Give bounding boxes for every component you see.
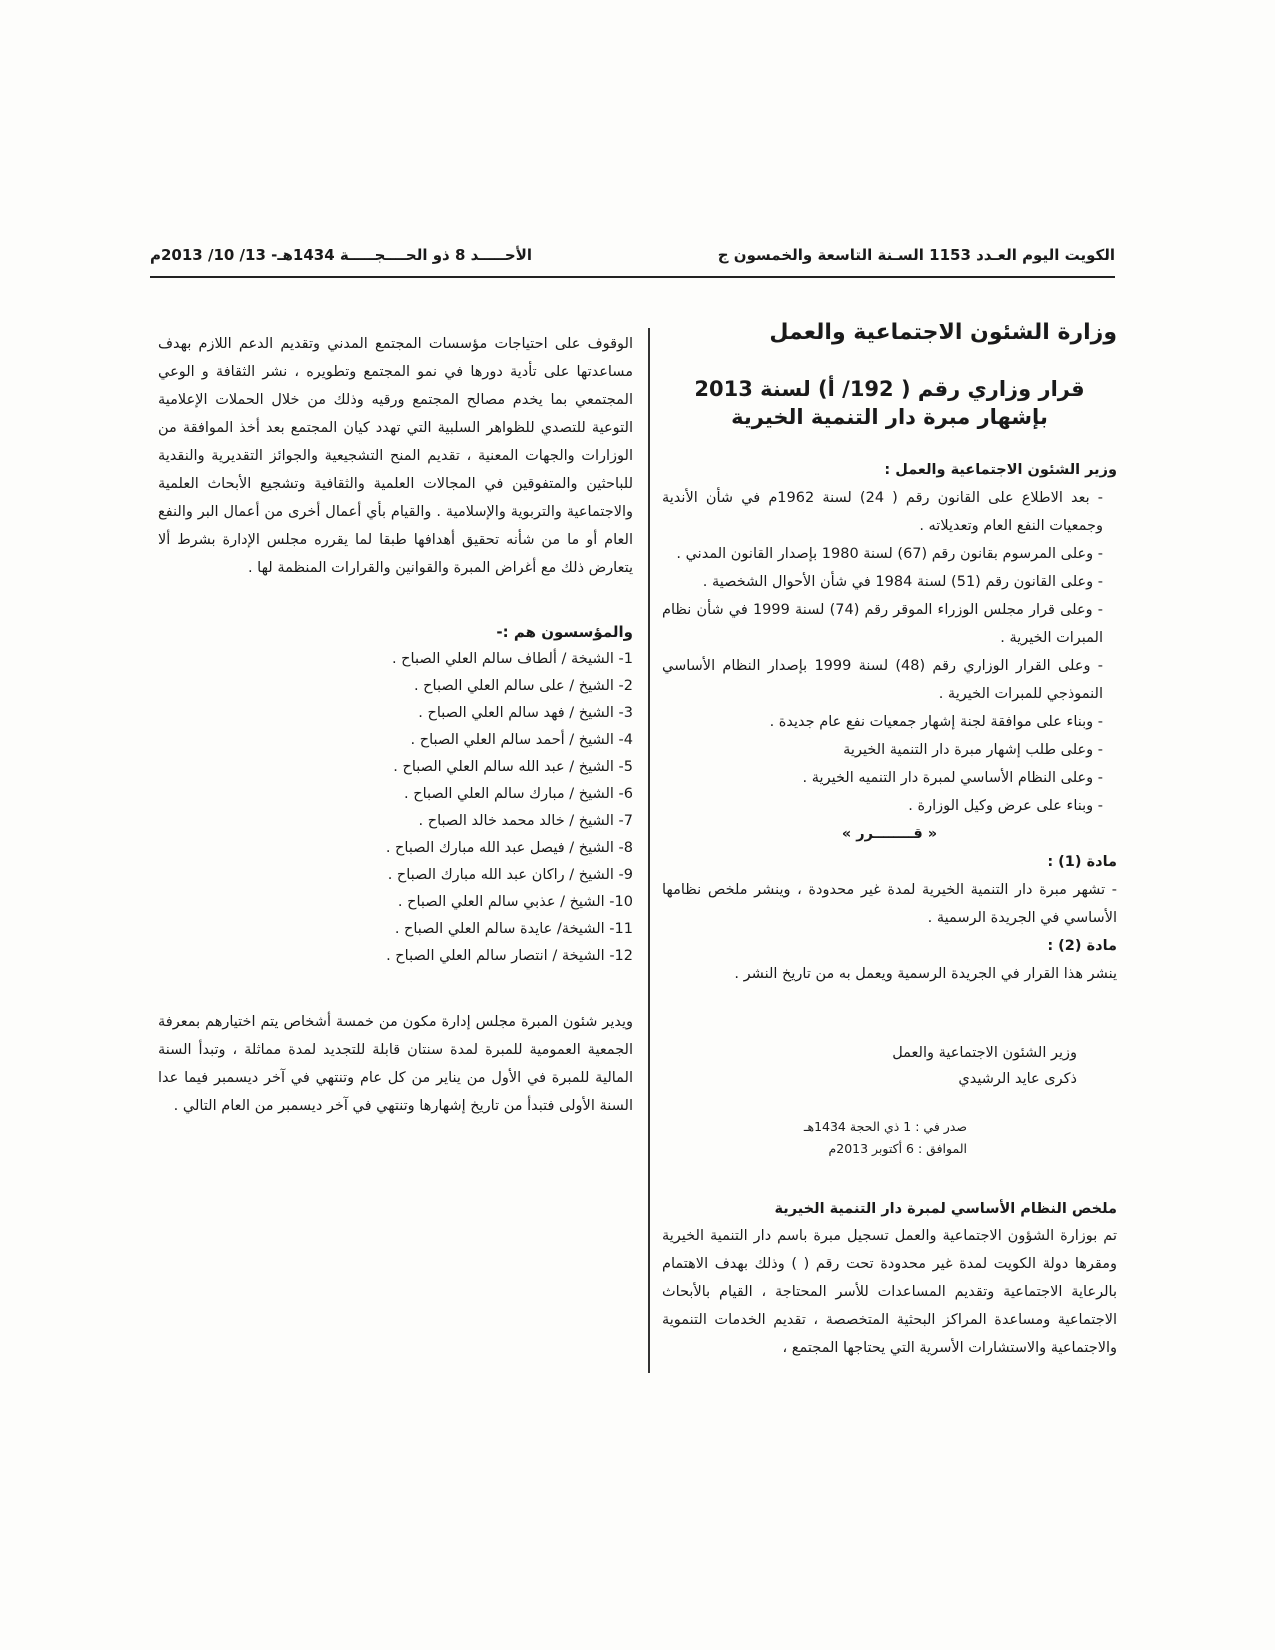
page-header (150, 246, 1115, 278)
preamble-item: - وعلى المرسوم بقانون رقم (67) لسنة 1980 بإصدار القانون المدني . (676, 545, 1103, 562)
signature-block (662, 1040, 1077, 1092)
founder-item: 3- الشيخ / فهد سالم العلي الصباح . (418, 705, 633, 721)
founders-list (158, 646, 633, 970)
issue-date-hijri: صدر في : 1 ذي الحجة 1434هـ (803, 1118, 967, 1134)
preamble-item: - وعلى طلب إشهار مبرة دار التنمية الخيرية (843, 741, 1103, 758)
ministry-heading: وزارة الشئون الاجتماعية والعمل (769, 320, 1117, 345)
decision-intro: وزير الشئون الاجتماعية والعمل : (884, 461, 1117, 478)
signature-name: ذكرى عايد الرشيدي (958, 1070, 1077, 1087)
article-1-label: مادة (1) : (1047, 853, 1117, 870)
article-1-text: - تشهر مبرة دار التنمية الخيرية لمدة غير محدودة ، وينشر ملخص نظامها الأساسي في الجريدة الرسمية . (662, 881, 1117, 926)
signature-title: وزير الشئون الاجتماعية والعمل (892, 1044, 1077, 1061)
preamble-item: - وعلى القانون رقم (51) لسنة 1984 في شأن الأحوال الشخصية . (702, 573, 1103, 590)
founder-item: 6- الشيخ / مبارك سالم العلي الصباح . (404, 786, 633, 802)
founder-item: 8- الشيخ / فيصل عبد الله مبارك الصباح . (385, 840, 633, 856)
preamble-item: - وعلى قرار مجلس الوزراء الموقر رقم (74) لسنة 1999 في شأن نظام المبرات الخيرية . (662, 601, 1103, 646)
objectives-continuation: الوقوف على احتياجات مؤسسات المجتمع المدني وتقديم الدعم اللازم بهدف مساعدتها على تأدية دورها في نمو المجتمع وتطويره ، نشر الثقافة و الوعي المجتمعي بما يخدم مصالح المجتمع ورقيه وذلك من خلال الحملات الإعلامية التوعية للتصدي للظواهر السلبية التي تهدد كيان المجتمع بعد أخذ الموافقة من الوزارات والجهات المعنية ، تقديم المنح التشجيعية والجوائز التقديرية والنقدية للباحثين والمتفوقين في المجالات العلمية والثقافية وتشجيع الأبحاث العلمية والاجتماعية والتربوية والإسلامية . والقيام بأي أعمال أخرى من أعمال البر والنفع العام أو ما من شأنه تحقيق أهدافها طبقا لما يقرره مجلس الإدارة بشرط ألا يتعارض ذلك مع أغراض المبرة والقوانين والقرارات المنظمة لها . (158, 336, 633, 576)
article-2-label: مادة (2) : (1047, 937, 1117, 954)
decides-heading: « قــــــــرر » (841, 825, 938, 842)
issue-date-gregorian: الموافق : 6 أكتوبر 2013م (828, 1140, 967, 1156)
founder-item: 11- الشيخة/ عايدة سالم العلي الصباح . (394, 921, 633, 937)
management-paragraph: ويدير شئون المبرة مجلس إدارة مكون من خمسة أشخاص يتم اختيارهم بمعرفة الجمعية العمومية للمبرة لمدة سنتان قابلة للتجديد لمدة مماثلة ، وتبدأ السنة المالية للمبرة في الأول من يناير من كل عام وتنتهي في آخر ديسمبر فيما عدا السنة الأولى فتبدأ من تاريخ إشهارها وتنتهي في آخر ديسمبر من العام التالي . (158, 1014, 633, 1114)
preamble-item: - بعد الاطلاع على القانون رقم ( 24) لسنة 1962م في شأن الأندية وجمعيات النفع العام وتعديلاته . (662, 489, 1103, 534)
decision-title-line1: قرار وزاري رقم ( 192/ أ) لسنة 2013 (694, 377, 1085, 401)
article-2-text: ينشر هذا القرار في الجريدة الرسمية ويعمل به من تاريخ النشر . (734, 965, 1117, 982)
summary-text: تم بوزارة الشؤون الاجتماعية والعمل تسجيل مبرة باسم دار التنمية الخيرية ومقرها دولة الكويت لمدة غير محدودة تحت رقم ( ) وذلك بهدف الاهتمام بالرعاية الاجتماعية وتقديم المساعدات للأسر المحتاجة ، القيام بالأبحاث الاجتماعية ومساعدة المراكز البحثية المتخصصة ، تقديم الخدمات التنموية والاجتماعية والاستشارات الأسرية التي يحتاجها المجتمع ، (662, 1227, 1117, 1356)
founder-item: 1- الشيخة / ألطاف سالم العلي الصباح . (391, 651, 633, 667)
preamble-item: - وعلى النظام الأساسي لمبرة دار التنميه الخيرية . (802, 769, 1103, 786)
header-date: الأحـــــد 8 ذو الحــــجـــــة 1434هـ- 13/ 10/ 2013م (150, 246, 533, 264)
issue-dates (662, 1116, 967, 1160)
founder-item: 12- الشيخة / انتصار سالم العلي الصباح . (386, 948, 633, 964)
preamble-item: - وبناء على موافقة لجنة إشهار جمعيات نفع عام جديدة . (769, 713, 1103, 730)
founder-item: 10- الشيخ / عذبي سالم العلي الصباح . (397, 894, 633, 910)
left-column (158, 330, 633, 1120)
column-divider (648, 328, 650, 1373)
decision-title-line2: بإشهار مبرة دار التنمية الخيرية (731, 405, 1048, 430)
founder-item: 9- الشيخ / راكان عبد الله مبارك الصباح . (387, 867, 633, 883)
right-column (662, 320, 1117, 1362)
summary-title: ملخص النظام الأساسي لمبرة دار التنمية الخيرية (774, 1200, 1117, 1217)
founder-item: 5- الشيخ / عبد الله سالم العلي الصباح . (393, 759, 633, 775)
founder-item: 7- الشيخ / خالد محمد خالد الصباح . (418, 813, 633, 829)
founder-item: 4- الشيخ / أحمد سالم العلي الصباح . (410, 732, 633, 748)
header-publication-info: الكويت اليوم العـدد 1153 السـنة التاسعة والخمسون ج (717, 246, 1115, 264)
founders-title: والمؤسسون هم :- (496, 623, 633, 641)
founder-item: 2- الشيخ / على سالم العلي الصباح . (413, 678, 633, 694)
preamble-item: - وعلى القرار الوزاري رقم (48) لسنة 1999 بإصدار النظام الأساسي النموذجي للمبرات الخيرية . (662, 657, 1103, 702)
preamble-item: - وبناء على عرض وكيل الوزارة . (908, 797, 1103, 814)
decision-title (662, 375, 1117, 432)
